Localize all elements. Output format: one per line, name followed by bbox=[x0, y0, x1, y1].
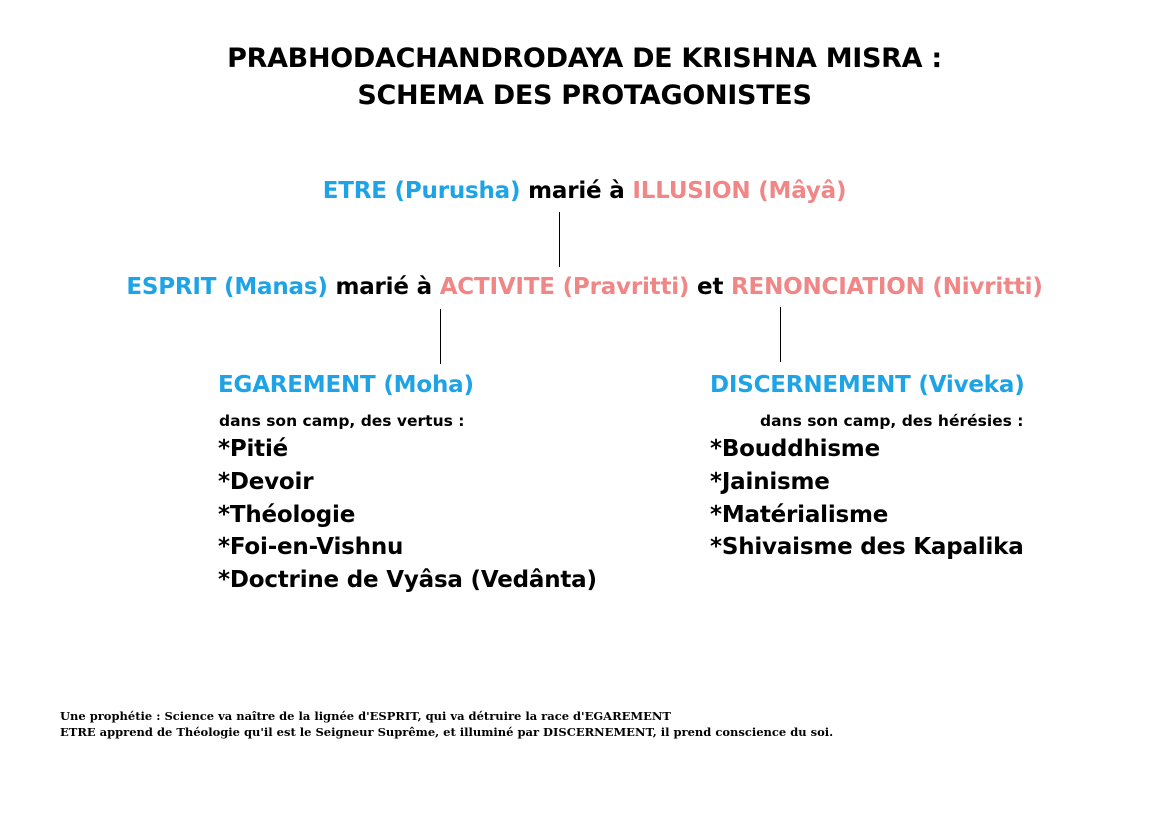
heresy-item: *Shivaisme des Kapalika bbox=[710, 534, 1024, 560]
virtue-item: *Pitié bbox=[218, 436, 289, 462]
row-esprit-activite-renonciation bbox=[0, 274, 1169, 300]
connector-marie: marié à bbox=[327, 274, 440, 300]
egarement-camp-label: dans son camp, des vertus : bbox=[219, 412, 465, 430]
node-discernement: DISCERNEMENT (Viveka) bbox=[710, 372, 1025, 398]
discernement-camp-label: dans son camp, des hérésies : bbox=[760, 412, 1024, 430]
edge-renonciation-to-discernement bbox=[780, 307, 781, 362]
row-etre-illusion bbox=[0, 178, 1169, 204]
footnote-prophecy: Une prophétie : Science va naître de la lignée d'ESPRIT, qui va détruire la race d'EGAREMENT bbox=[60, 709, 671, 723]
heresy-item: *Matérialisme bbox=[710, 502, 889, 528]
edge-activite-to-egarement bbox=[440, 309, 441, 364]
virtue-item: *Théologie bbox=[218, 502, 356, 528]
virtue-item: *Devoir bbox=[218, 469, 314, 495]
connector-et: et bbox=[689, 274, 732, 300]
connector-marie: marié à bbox=[520, 178, 633, 204]
edge-etre-to-esprit bbox=[559, 212, 560, 267]
diagram-title-line2: SCHEMA DES PROTAGONISTES bbox=[357, 80, 812, 111]
heresy-item: *Bouddhisme bbox=[710, 436, 880, 462]
virtue-item: *Foi-en-Vishnu bbox=[218, 534, 404, 560]
node-etre: ETRE (Purusha) bbox=[322, 178, 521, 204]
node-activite: ACTIVITE (Pravritti) bbox=[439, 274, 690, 300]
node-illusion: ILLUSION (Mâyâ) bbox=[632, 178, 847, 204]
node-egarement: EGAREMENT (Moha) bbox=[218, 372, 474, 398]
heresy-item: *Jainisme bbox=[710, 469, 830, 495]
footnote-illumination: ETRE apprend de Théologie qu'il est le Seigneur Suprême, et illuminé par DISCERNEMENT, il prend conscience du soi. bbox=[60, 725, 834, 739]
node-esprit: ESPRIT (Manas) bbox=[126, 274, 328, 300]
diagram-title-line1: PRABHODACHANDRODAYA DE KRISHNA MISRA : bbox=[227, 43, 942, 74]
node-renonciation: RENONCIATION (Nivritti) bbox=[731, 274, 1043, 300]
virtue-item: *Doctrine de Vyâsa (Vedânta) bbox=[218, 567, 597, 593]
